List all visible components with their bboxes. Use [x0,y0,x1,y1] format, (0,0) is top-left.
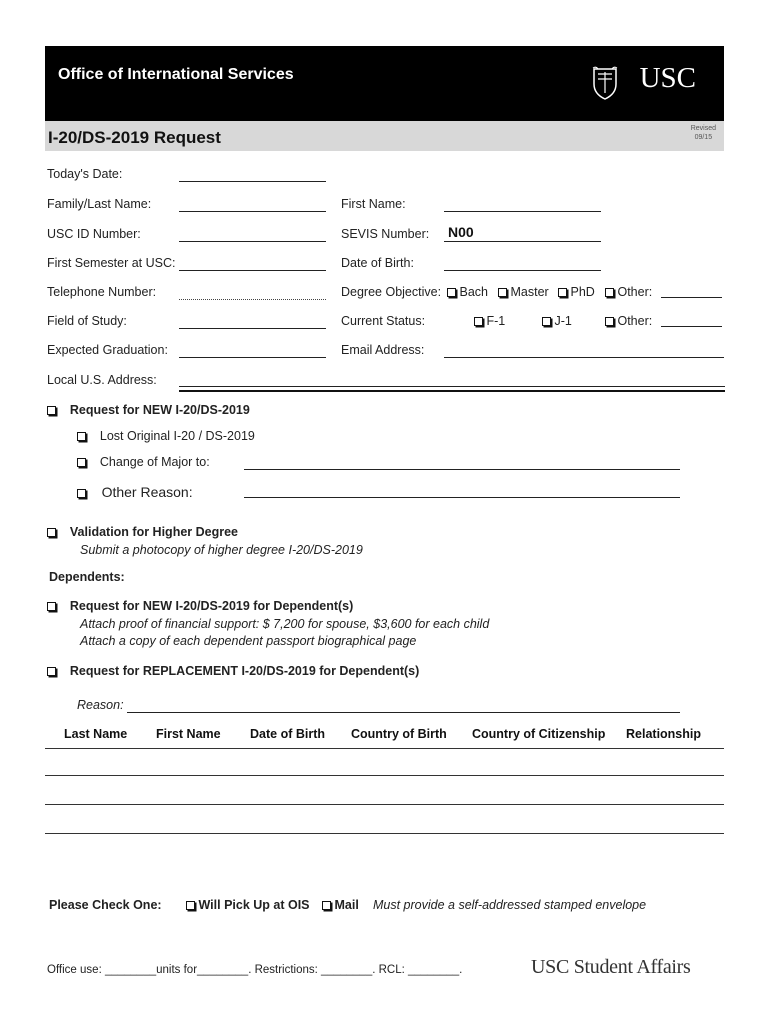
other-reason-label: Other Reason: [101,484,193,500]
checkbox-icon[interactable] [605,317,614,326]
checkbox-icon[interactable] [77,489,86,498]
todays-date-field[interactable] [179,181,326,182]
student-affairs-logo: USC Student Affairs [531,956,691,978]
degree-other-label: Other: [617,285,653,299]
replacement-label: Request for REPLACEMENT I-20/DS-2019 for Dependent(s) [69,664,420,678]
local-address-label: Local U.S. Address: [47,373,157,387]
office-title: Office of International Services [58,66,294,83]
mail-option[interactable] [322,898,359,912]
telephone-label: Telephone Number: [47,285,157,299]
field-of-study-label: Field of Study: [47,314,127,328]
status-f1-option[interactable] [474,314,505,328]
pickup-option[interactable] [186,898,310,912]
title-band [45,121,724,151]
todays-date-label: Today's Date: [47,167,123,181]
checkbox-icon[interactable] [474,317,483,326]
date-of-birth-field[interactable] [444,270,601,271]
col-last-name: Last Name [64,727,128,741]
lost-original-label: Lost Original I-20 / DS-2019 [99,429,255,443]
checkbox-icon[interactable] [47,667,56,676]
degree-master-label: Master [510,285,549,299]
revised-note [691,125,716,143]
usc-id-label: USC ID Number: [47,227,141,241]
lost-original-option[interactable] [77,429,255,443]
col-first-name: First Name [156,727,221,741]
new-dependent-label: Request for NEW I-20/DS-2019 for Dependent(s) [69,599,354,613]
office-use-line: Office use: ________units for________. Restrictions: ________. RCL: ________. [47,964,463,976]
expected-graduation-label: Expected Graduation: [47,343,168,357]
section-divider [179,390,725,392]
checkbox-icon[interactable] [322,901,331,910]
validation-note: Submit a photocopy of higher degree I-20/DS-2019 [80,543,363,557]
header-bar [45,46,724,121]
status-j1-option[interactable] [542,314,572,328]
change-major-label: Change of Major to: [99,455,210,469]
expected-graduation-field[interactable] [179,357,326,358]
degree-objective-label: Degree Objective: [341,285,442,299]
revised-label: Revised [690,125,716,132]
new-request-label: Request for NEW I-20/DS-2019 [69,403,250,417]
table-row[interactable] [45,775,724,776]
other-reason-field[interactable] [244,497,680,498]
degree-bach-option[interactable] [447,285,488,299]
mail-note: Must provide a self-addressed stamped envelope [373,898,647,912]
telephone-field[interactable] [179,299,326,300]
family-name-label: Family/Last Name: [47,197,152,211]
table-header-line [45,748,724,749]
col-country-of-citizenship: Country of Citizenship [472,727,606,741]
email-label: Email Address: [341,343,425,357]
sevis-prefix: N00 [448,224,474,240]
revised-date: 09/15 [694,133,713,141]
reason-field[interactable] [127,712,680,713]
degree-phd-option[interactable] [558,285,595,299]
change-major-field[interactable] [244,469,680,470]
usc-logo: USC [639,62,696,94]
validation-label: Validation for Higher Degree [69,525,238,539]
date-of-birth-label: Date of Birth: [341,256,414,270]
checkbox-icon[interactable] [47,602,56,611]
degree-other-option[interactable] [605,285,652,299]
checkbox-icon[interactable] [77,432,86,441]
checkbox-icon[interactable] [77,458,86,467]
first-semester-label: First Semester at USC: [47,256,176,270]
checkbox-icon[interactable] [558,288,567,297]
degree-other-field[interactable] [661,297,722,298]
status-other-option[interactable] [605,314,652,328]
checkbox-icon[interactable] [498,288,507,297]
status-other-label: Other: [617,314,653,328]
col-relationship: Relationship [626,727,702,741]
checkbox-icon[interactable] [47,406,56,415]
col-date-of-birth: Date of Birth [250,727,325,741]
field-of-study-field[interactable] [179,328,326,329]
replacement-option[interactable] [47,664,419,678]
table-row[interactable] [45,833,724,834]
checkbox-icon[interactable] [542,317,551,326]
pickup-label: Will Pick Up at OIS [198,898,310,912]
other-reason-option[interactable] [77,484,193,500]
new-dependent-option[interactable] [47,599,353,613]
checkbox-icon[interactable] [186,901,195,910]
dependents-heading: Dependents: [49,570,125,584]
degree-master-option[interactable] [498,285,549,299]
family-name-field[interactable] [179,211,326,212]
first-name-label: First Name: [341,197,406,211]
dependent-note-2: Attach a copy of each dependent passport biographical page [80,634,417,648]
table-row[interactable] [45,804,724,805]
degree-phd-label: PhD [570,285,595,299]
status-other-field[interactable] [661,326,722,327]
mail-label: Mail [334,898,359,912]
validation-option[interactable] [47,525,238,539]
sevis-number-label: SEVIS Number: [341,227,430,241]
new-request-option[interactable] [47,403,250,417]
checkbox-icon[interactable] [47,528,56,537]
local-address-field[interactable] [179,386,725,387]
first-semester-field[interactable] [179,270,326,271]
current-status-label: Current Status: [341,314,426,328]
form-title: I-20/DS-2019 Request [48,128,221,147]
usc-id-field[interactable] [179,241,326,242]
status-j1-label: J-1 [554,314,572,328]
sevis-number-field[interactable] [444,241,601,242]
usc-shield-icon [592,66,618,100]
col-country-of-birth: Country of Birth [351,727,447,741]
check-one-label: Please Check One: [49,898,162,912]
dependent-note-1: Attach proof of financial support: $ 7,200 for spouse, $3,600 for each child [80,617,490,631]
checkbox-icon[interactable] [447,288,456,297]
email-field[interactable] [444,357,724,358]
first-name-field[interactable] [444,211,601,212]
change-major-option[interactable] [77,455,210,469]
checkbox-icon[interactable] [605,288,614,297]
status-f1-label: F-1 [486,314,506,328]
degree-bach-label: Bach [459,285,488,299]
reason-label: Reason: [77,698,124,712]
